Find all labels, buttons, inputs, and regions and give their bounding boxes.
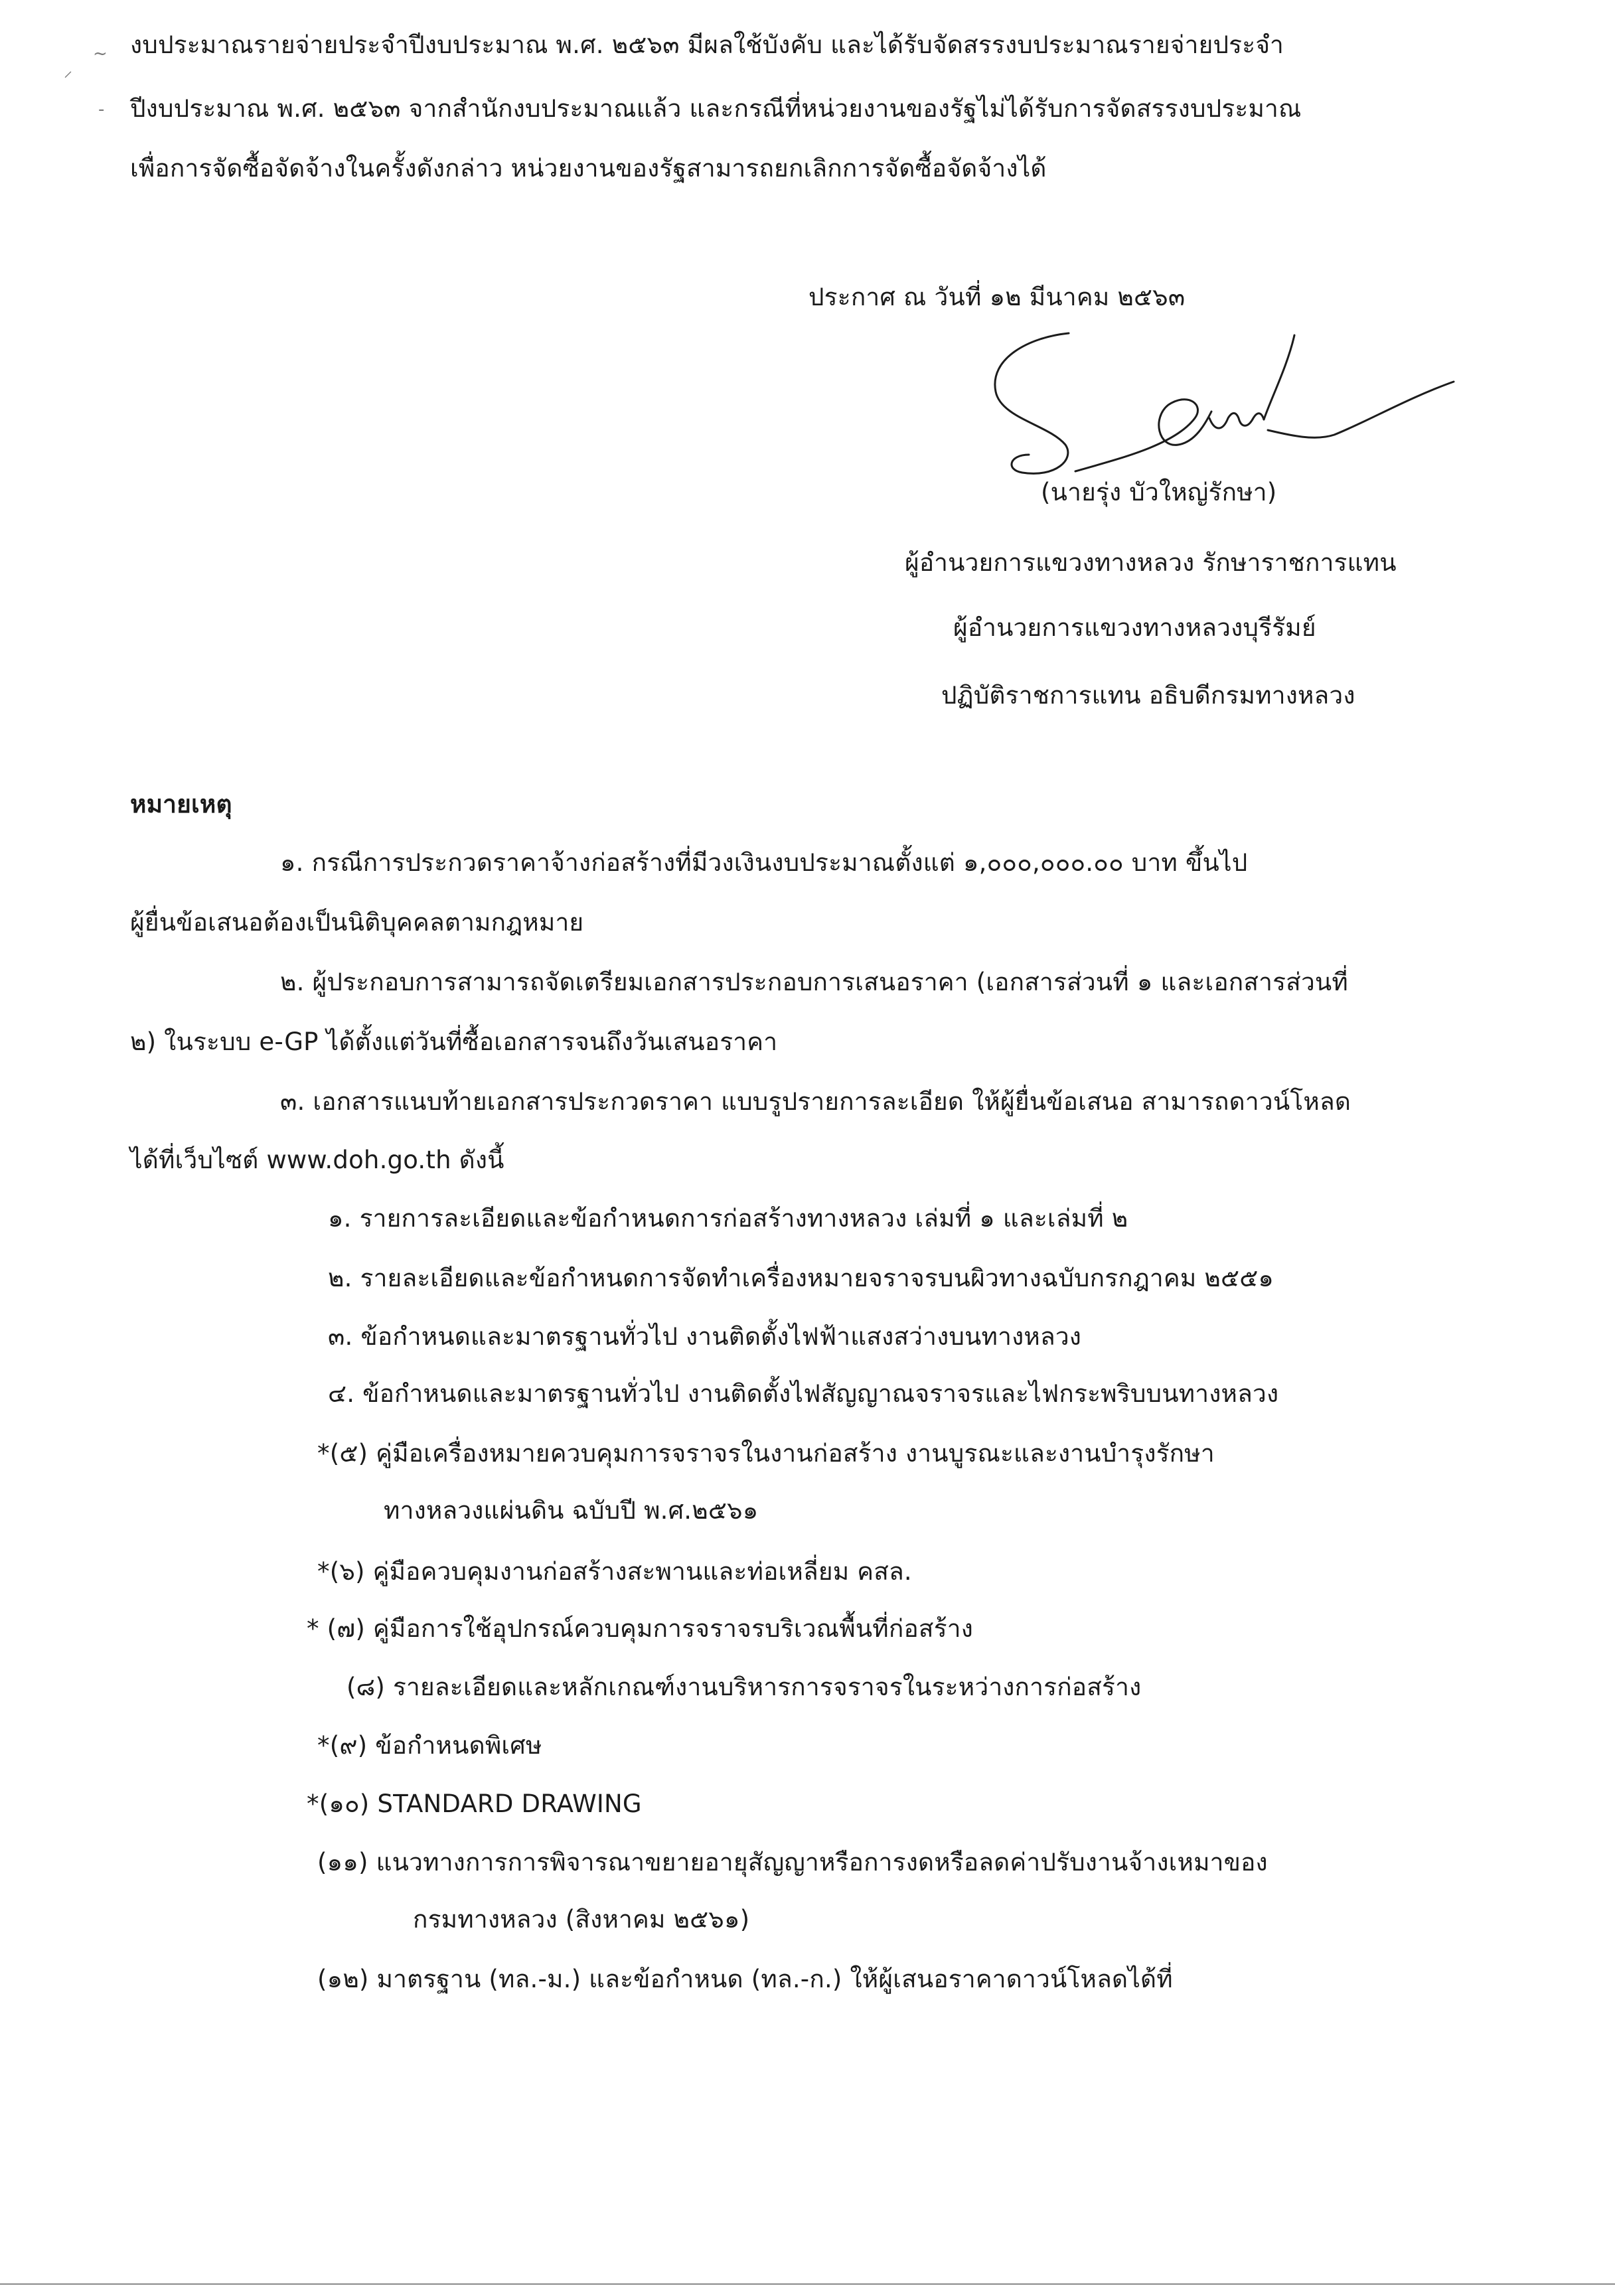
signatory-position-3: ปฏิบัติราชการแทน อธิบดีกรมทางหลวง [941,681,1355,710]
scan-bottom-edge [0,2283,1615,2285]
doc-item-4: ๔. ข้อกำหนดและมาตรฐานทั่วไป งานติดตั้งไฟสัญญาณจราจรและไฟกระพริบบนทางหลวง [328,1379,1279,1408]
doc-item-6: *(๖) คู่มือควบคุมงานก่อสร้างสะพานและท่อเหลี่ยม คสล. [317,1557,912,1586]
note-1-line-1: ๑. กรณีการประกวดราคาจ้างก่อสร้างที่มีวงเงินงบประมาณตั้งแต่ ๑,๐๐๐,๐๐๐.๐๐ บาท ขึ้นไป [280,848,1248,877]
doc-item-8: (๘) รายละเอียดและหลักเกณฑ์งานบริหารการจราจรในระหว่างการก่อสร้าง [346,1673,1142,1701]
doc-item-11-line-1: (๑๑) แนวทางการการพิจารณาขยายอายุสัญญาหรือการงดหรือลดค่าปรับงานจ้างเหมาของ [317,1848,1268,1876]
announcement-date: ประกาศ ณ วันที่ ๑๒ มีนาคม ๒๕๖๓ [808,283,1186,311]
note-1-line-2: ผู้ยื่นข้อเสนอต้องเป็นนิติบุคคลตามกฎหมาย [130,908,584,937]
doc-item-7: * (๗) คู่มือการใช้อุปกรณ์ควบคุมการจราจรบริเวณพื้นที่ก่อสร้าง [307,1614,974,1643]
note-2-line-2: ๒) ในระบบ e-GP ได้ตั้งแต่วันที่ซื้อเอกสารจนถึงวันเสนอราคา [130,1028,778,1056]
scan-speck: - [98,100,105,119]
doc-item-1: ๑. รายการละเอียดและข้อกำหนดการก่อสร้างทางหลวง เล่มที่ ๑ และเล่มที่ ๒ [328,1204,1128,1233]
doc-item-5-line-2: ทางหลวงแผ่นดิน ฉบับปี พ.ศ.๒๕๖๑ [384,1496,759,1525]
scan-speck: ⸍ [64,68,73,88]
signatory-name: (นายรุ่ง บัวใหญ่รักษา) [1041,478,1277,506]
note-2-line-1: ๒. ผู้ประกอบการสามารถจัดเตรียมเอกสารประกอบการเสนอราคา (เอกสารส่วนที่ ๑ และเอกสารส่วนที่ [280,968,1349,996]
note-3-line-1: ๓. เอกสารแนบท้ายเอกสารประกวดราคา แบบรูปรายการละเอียด ให้ผู้ยื่นข้อเสนอ สามารถดาวน์โหลด [280,1087,1351,1116]
handwritten-signature [976,319,1467,485]
notes-heading: หมายเหตุ [130,790,232,818]
signatory-position-2: ผู้อำนวยการแขวงทางหลวงบุรีรัมย์ [953,613,1316,642]
scan-speck: ~ [93,44,108,64]
doc-item-12: (๑๒) มาตรฐาน (ทล.-ม.) และข้อกำหนด (ทล.-ก.) ให้ผู้เสนอราคาดาวน์โหลดได้ที่ [317,1965,1173,1993]
intro-line-2: ปีงบประมาณ พ.ศ. ๒๕๖๓ จากสำนักงบประมาณแล้ว และกรณีที่หน่วยงานของรัฐไม่ได้รับการจัดสรรงบประมาณ [130,94,1302,123]
signatory-position-1: ผู้อำนวยการแขวงทางหลวง รักษาราชการแทน [905,548,1397,577]
intro-line-3: เพื่อการจัดซื้อจัดจ้างในครั้งดังกล่าว หน่วยงานของรัฐสามารถยกเลิกการจัดซื้อจัดจ้างได้ [130,154,1047,183]
doc-item-10: *(๑๐) STANDARD DRAWING [307,1790,642,1818]
note-3-line-2: ได้ที่เว็บไซต์ www.doh.go.th ดังนี้ [130,1146,504,1174]
intro-line-1: งบประมาณรายจ่ายประจำปีงบประมาณ พ.ศ. ๒๕๖๓ มีผลใช้บังคับ และได้รับจัดสรรงบประมาณรายจ่ายประจำ [130,31,1284,59]
doc-item-11-line-2: กรมทางหลวง (สิงหาคม ๒๕๖๑) [413,1905,750,1934]
doc-item-2: ๒. รายละเอียดและข้อกำหนดการจัดทำเครื่องหมายจราจรบนผิวทางฉบับกรกฎาคม ๒๕๕๑ [328,1264,1274,1292]
doc-item-3: ๓. ข้อกำหนดและมาตรฐานทั่วไป งานติดตั้งไฟฟ้าแสงสว่างบนทางหลวง [328,1322,1082,1351]
doc-item-5-line-1: *(๕) คู่มือเครื่องหมายควบคุมการจราจรในงานก่อสร้าง งานบูรณะและงานบำรุงรักษา [317,1439,1215,1468]
doc-item-9: *(๙) ข้อกำหนดพิเศษ [317,1731,542,1760]
